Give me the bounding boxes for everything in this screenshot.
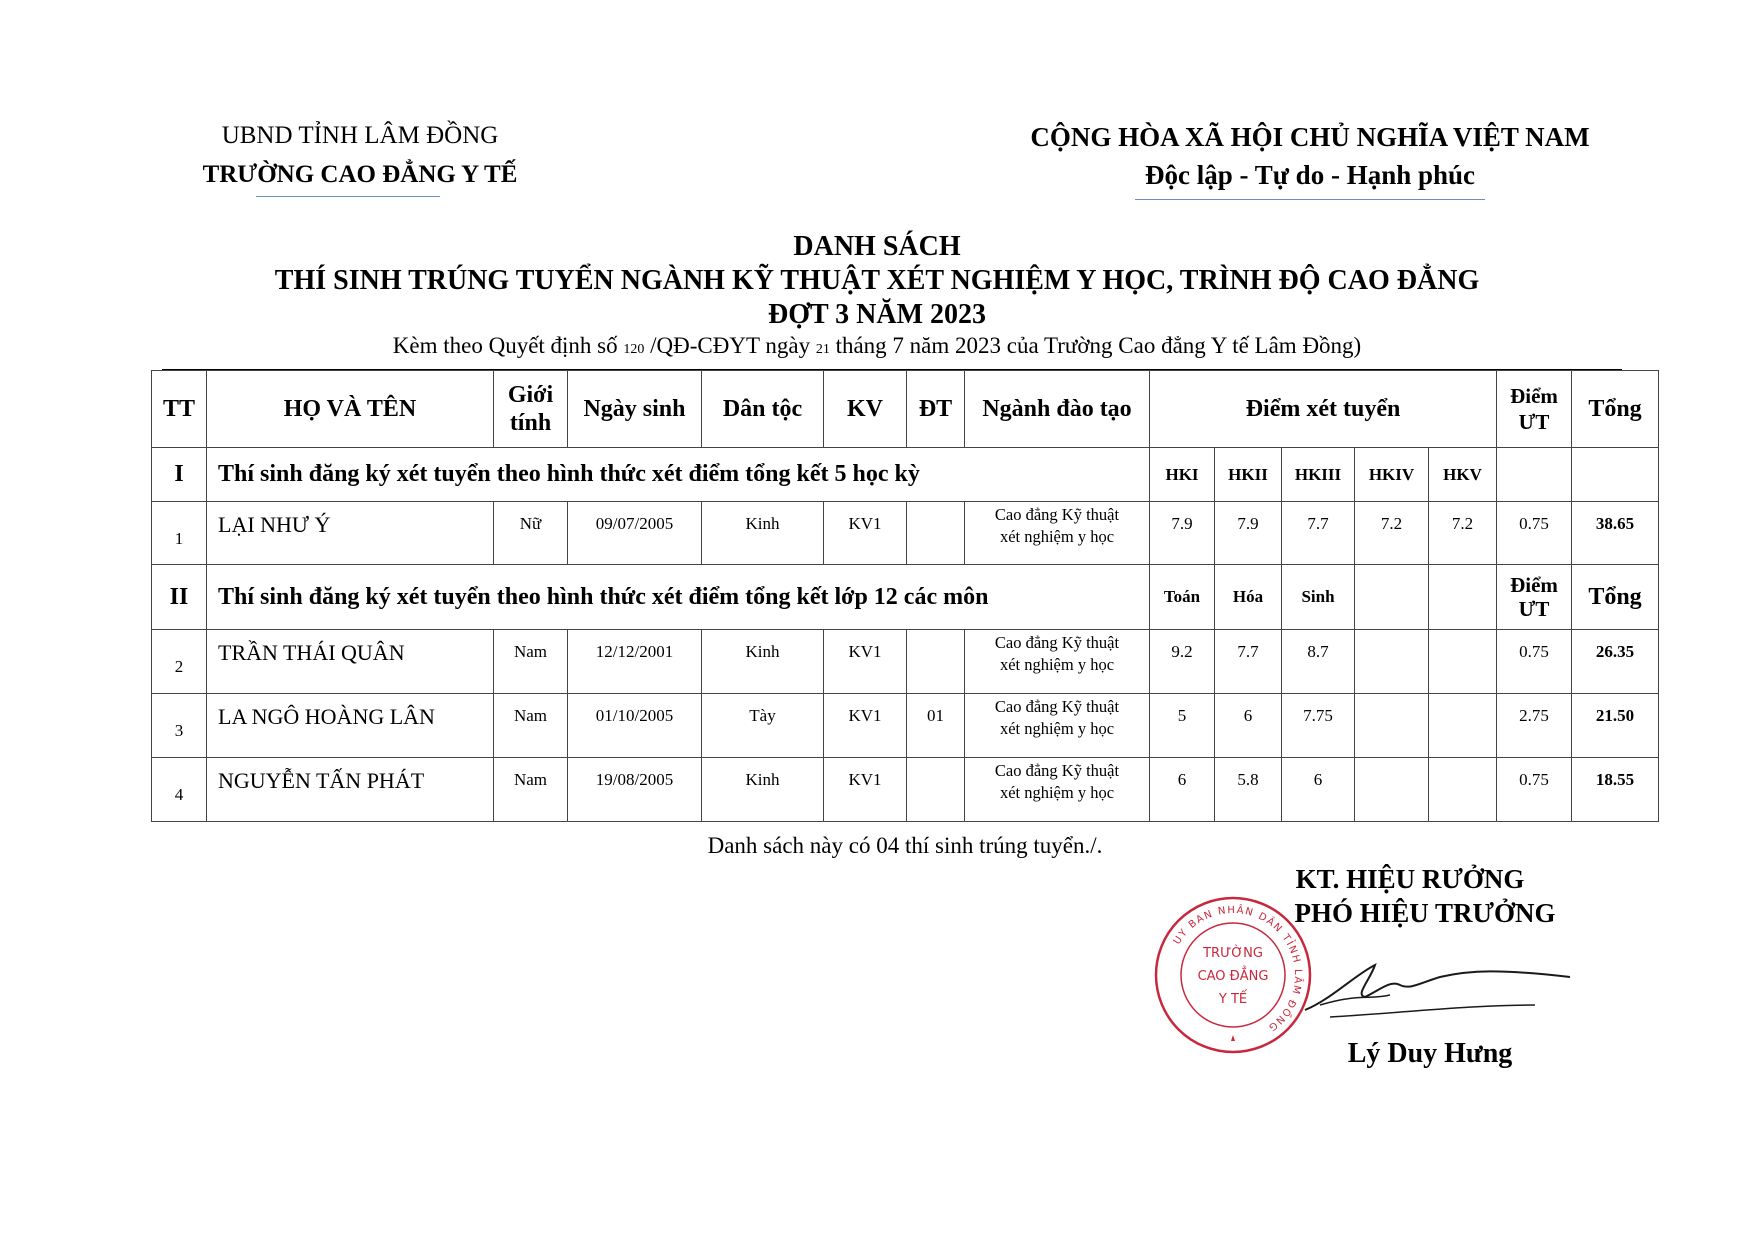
header-priority-line1: Điểm — [1510, 384, 1558, 408]
row-dob: 09/07/2005 — [568, 502, 702, 565]
section-row — [152, 565, 1659, 630]
header-gender-line1: Giới — [507, 382, 554, 408]
empty-cell — [1572, 448, 1659, 502]
subheader-priority-line2: ƯT — [1518, 597, 1550, 621]
table-row — [152, 694, 1659, 758]
row-priority: 0.75 — [1497, 630, 1572, 694]
subheader-math: Toán — [1150, 565, 1215, 630]
subheader-total: Tổng — [1572, 565, 1659, 630]
row-major — [965, 630, 1150, 694]
row-priority: 2.75 — [1497, 694, 1572, 758]
empty-cell — [1355, 565, 1429, 630]
row-score-4 — [1355, 630, 1429, 694]
row-score-3: 7.7 — [1282, 502, 1355, 565]
row-name: TRẦN THÁI QUÂN — [207, 630, 494, 694]
empty-cell — [1497, 448, 1572, 502]
signatory-title: KT. HIỆU RƯỞNG — [1295, 864, 1525, 894]
header-priority — [1497, 371, 1572, 448]
row-total: 38.65 — [1572, 502, 1659, 565]
header-major: Ngành đào tạo — [965, 371, 1150, 448]
stamp-line3: Y TẾ — [1218, 992, 1248, 1007]
row-ethnicity: Kinh — [702, 502, 824, 565]
row-gender: Nam — [494, 694, 568, 758]
row-score-5: 7.2 — [1429, 502, 1497, 565]
signer-name: Lý Duy Hưng — [1347, 1038, 1513, 1069]
section-row — [152, 448, 1659, 502]
subheader-priority — [1497, 565, 1572, 630]
row-major-line2: xét nghiệm y học — [999, 527, 1115, 546]
row-score-3: 8.7 — [1282, 630, 1355, 694]
decision-mid: /QĐ-CĐYT ngày — [644, 333, 816, 358]
row-score-4 — [1355, 694, 1429, 758]
row-gender: Nam — [494, 758, 568, 822]
header-ethnicity: Dân tộc — [702, 371, 824, 448]
row-major-line2: xét nghiệm y học — [999, 783, 1115, 802]
table-header-row — [152, 371, 1659, 448]
row-score-5 — [1429, 758, 1497, 822]
row-dob: 19/08/2005 — [568, 758, 702, 822]
row-dob: 12/12/2001 — [568, 630, 702, 694]
header-tt: TT — [152, 371, 207, 448]
handwritten-signature — [1300, 955, 1580, 1035]
left-header-underline — [256, 196, 440, 197]
right-header-underline — [1135, 199, 1485, 200]
candidate-table — [151, 370, 1659, 822]
stamp-line1: TRƯỜNG — [1203, 946, 1263, 961]
country-name: CỘNG HÒA XÃ HỘI CHỦ NGHĨA VIỆT NAM — [1030, 122, 1590, 152]
row-tt: 4 — [152, 758, 207, 822]
row-name: NGUYỄN TẤN PHÁT — [207, 758, 494, 822]
section-number: II — [152, 565, 207, 630]
document-round: ĐỢT 3 NĂM 2023 — [767, 299, 987, 330]
table-row — [152, 502, 1659, 565]
subheader-hkiv: HKIV — [1355, 448, 1429, 502]
subheader-hki: HKI — [1150, 448, 1215, 502]
row-total: 26.35 — [1572, 630, 1659, 694]
subheader-chemistry: Hóa — [1215, 565, 1282, 630]
row-major-line1: Cao đẳng Kỹ thuật — [994, 505, 1120, 524]
row-score-1: 9.2 — [1150, 630, 1215, 694]
empty-cell — [1429, 565, 1497, 630]
row-kv: KV1 — [824, 758, 907, 822]
row-score-5 — [1429, 694, 1497, 758]
row-ethnicity: Kinh — [702, 758, 824, 822]
header-gender-line2: tính — [509, 410, 552, 436]
row-major-line2: xét nghiệm y học — [999, 719, 1115, 738]
row-score-4 — [1355, 758, 1429, 822]
header-name: HỌ VÀ TÊN — [207, 371, 494, 448]
official-stamp — [1153, 895, 1313, 1055]
row-major-line2: xét nghiệm y học — [999, 655, 1115, 674]
row-dt — [907, 502, 965, 565]
subheader-hkiii: HKIII — [1282, 448, 1355, 502]
school-name: TRƯỜNG CAO ĐẲNG Y TẾ — [202, 161, 518, 188]
section-title: Thí sinh đăng ký xét tuyển theo hình thức xét điểm tổng kết 5 học kỳ — [207, 448, 1150, 502]
row-ethnicity: Kinh — [702, 630, 824, 694]
row-score-2: 6 — [1215, 694, 1282, 758]
row-tt: 1 — [152, 502, 207, 565]
national-motto: Độc lập - Tự do - Hạnh phúc — [1144, 160, 1476, 190]
section-number: I — [152, 448, 207, 502]
row-name: LẠI NHƯ Ý — [207, 502, 494, 565]
row-dob: 01/10/2005 — [568, 694, 702, 758]
row-score-1: 5 — [1150, 694, 1215, 758]
row-kv: KV1 — [824, 502, 907, 565]
subheader-hkv: HKV — [1429, 448, 1497, 502]
row-score-3: 7.75 — [1282, 694, 1355, 758]
row-score-4: 7.2 — [1355, 502, 1429, 565]
section-title: Thí sinh đăng ký xét tuyển theo hình thức xét điểm tổng kết lớp 12 các môn — [207, 565, 1150, 630]
subheader-hkii: HKII — [1215, 448, 1282, 502]
row-kv: KV1 — [824, 630, 907, 694]
row-ethnicity: Tày — [702, 694, 824, 758]
signatory-position: PHÓ HIỆU TRƯỞNG — [1294, 898, 1556, 928]
stamp-line2: CAO ĐẲNG — [1197, 969, 1269, 984]
row-dt — [907, 630, 965, 694]
decision-suffix: tháng 7 năm 2023 của Trường Cao đẳng Y tế Lâm Đồng) — [829, 333, 1362, 358]
header-dob: Ngày sinh — [568, 371, 702, 448]
table-row — [152, 630, 1659, 694]
decision-day: 21 — [815, 342, 830, 357]
list-summary: Danh sách này có 04 thí sinh trúng tuyển./. — [707, 833, 1103, 858]
stamp-ring-text: UY BAN NHÂN DÂN TỈNH LÂM ĐỒNG — [1171, 904, 1304, 1034]
row-score-3: 6 — [1282, 758, 1355, 822]
row-major — [965, 502, 1150, 565]
row-dt: 01 — [907, 694, 965, 758]
row-dt — [907, 758, 965, 822]
row-major — [965, 758, 1150, 822]
subheader-priority-line1: Điểm — [1510, 573, 1558, 597]
row-major-line1: Cao đẳng Kỹ thuật — [994, 633, 1120, 652]
row-major — [965, 694, 1150, 758]
header-total: Tổng — [1572, 371, 1659, 448]
header-dt: ĐT — [907, 371, 965, 448]
row-total: 21.50 — [1572, 694, 1659, 758]
row-tt: 2 — [152, 630, 207, 694]
row-score-1: 7.9 — [1150, 502, 1215, 565]
row-score-5 — [1429, 630, 1497, 694]
decision-reference — [0, 333, 1754, 359]
row-score-2: 7.9 — [1215, 502, 1282, 565]
header-priority-line2: ƯT — [1518, 410, 1550, 434]
row-total: 18.55 — [1572, 758, 1659, 822]
row-score-1: 6 — [1150, 758, 1215, 822]
authority-name: UBND TỈNH LÂM ĐỒNG — [221, 122, 499, 149]
header-kv: KV — [824, 371, 907, 448]
row-score-2: 5.8 — [1215, 758, 1282, 822]
row-name: LA NGÔ HOÀNG LÂN — [207, 694, 494, 758]
row-major-line1: Cao đẳng Kỹ thuật — [994, 697, 1120, 716]
row-score-2: 7.7 — [1215, 630, 1282, 694]
stamp-star-icon — [1231, 1035, 1235, 1041]
header-scores: Điểm xét tuyển — [1150, 371, 1497, 448]
row-priority: 0.75 — [1497, 758, 1572, 822]
document-subtitle: THÍ SINH TRÚNG TUYỂN NGÀNH KỸ THUẬT XÉT NGHIỆM Y HỌC, TRÌNH ĐỘ CAO ĐẲNG — [274, 265, 1480, 296]
row-tt: 3 — [152, 694, 207, 758]
row-gender: Nam — [494, 630, 568, 694]
decision-prefix: Kèm theo Quyết định số — [392, 333, 624, 358]
row-major-line1: Cao đẳng Kỹ thuật — [994, 761, 1120, 780]
row-kv: KV1 — [824, 694, 907, 758]
header-gender — [494, 371, 568, 448]
subheader-biology: Sinh — [1282, 565, 1355, 630]
document-title: DANH SÁCH — [793, 231, 961, 262]
row-priority: 0.75 — [1497, 502, 1572, 565]
decision-number: 120 — [623, 342, 645, 357]
row-gender: Nữ — [494, 502, 568, 565]
table-row — [152, 758, 1659, 822]
